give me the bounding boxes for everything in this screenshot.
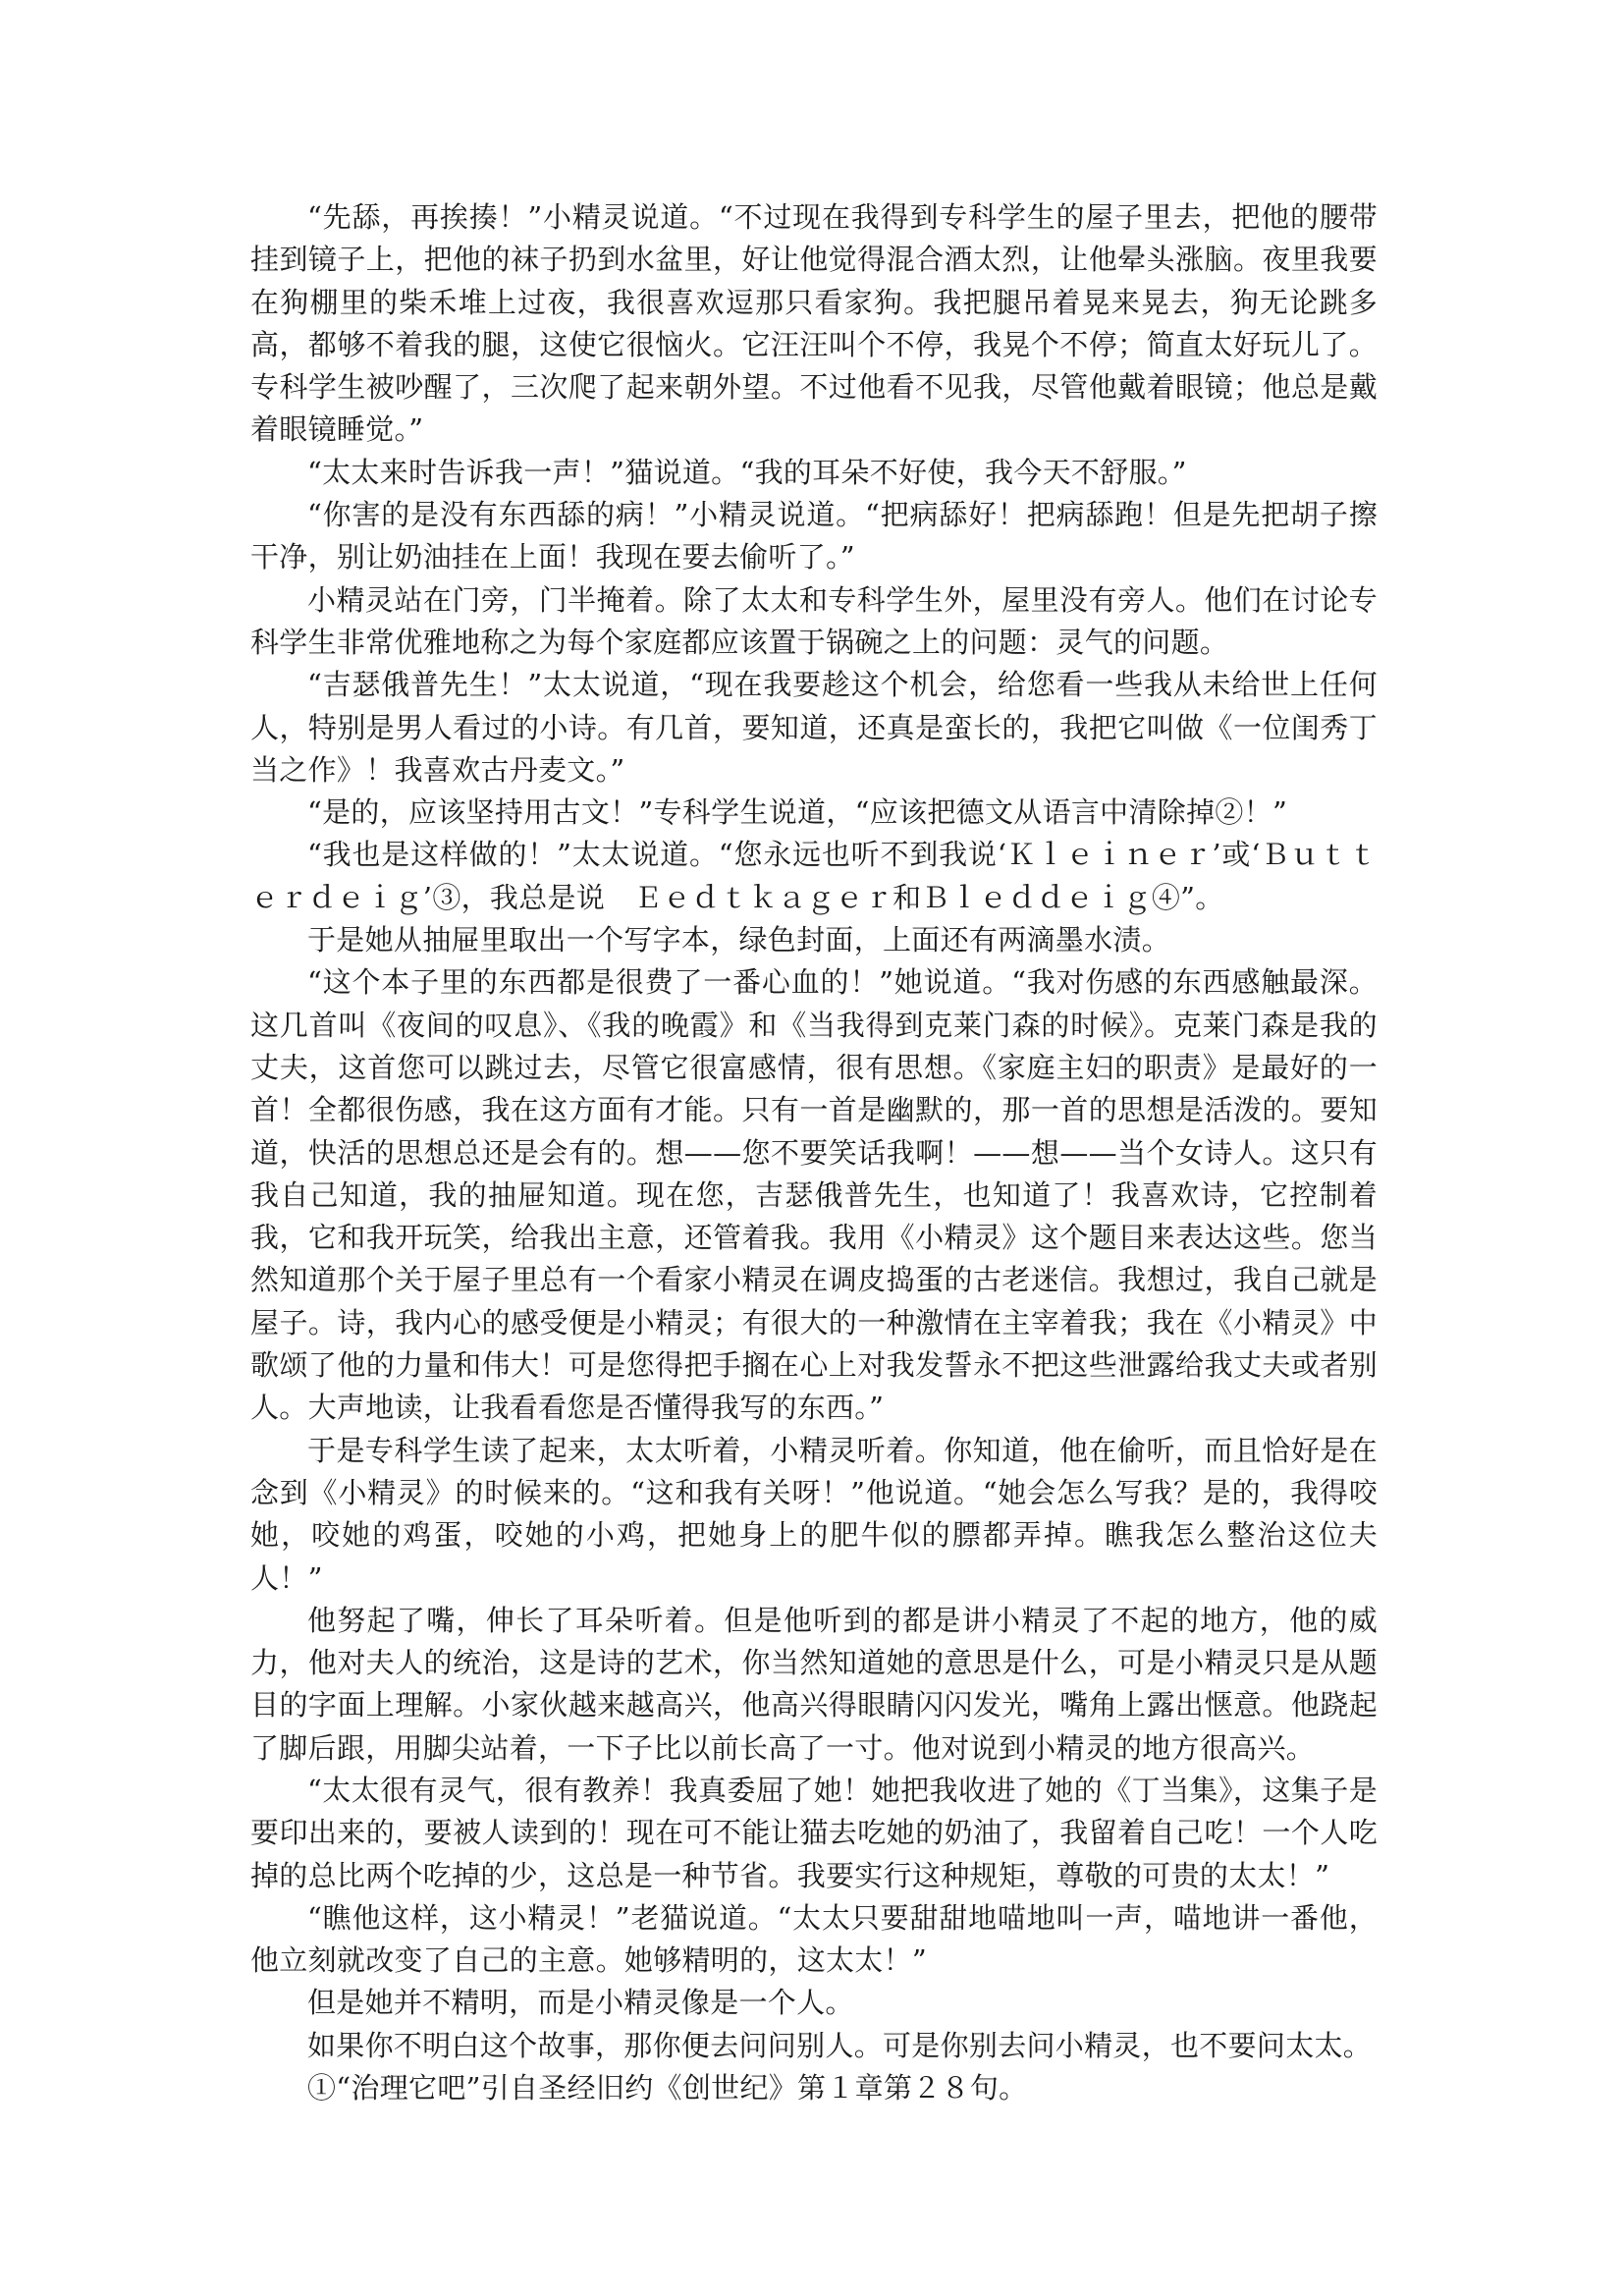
- paragraph: “太太很有灵气，很有教养！我真委屈了她！她把我收进了她的《丁当集》，这集子是要印出来的，要被人读到的！现在可不能让猫去吃她的奶油了，我留着自己吃！一个人吃掉的总比两个吃掉的少，这总是一种节省。我要实行这种规矩，尊敬的可贵的太太！”: [250, 1773, 1378, 1892]
- document-body: [250, 196, 1378, 2109]
- paragraph: “先舔，再挨揍！”小精灵说道。“不过现在我得到专科学生的屋子里去，把他的腰带挂到镜子上，把他的袜子扔到水盆里，好让他觉得混合酒太烈，让他晕头涨脑。夜里我要在狗棚里的柴禾堆上过夜，我很喜欢逗那只看家狗。我把腿吊着晃来晃去，狗无论跳多高，都够不着我的腿，这使它很恼火。它汪汪叫个不停，我晃个不停；简直太好玩儿了。专科学生被吵醒了，三次爬了起来朝外望。不过他看不见我，尽管他戴着眼镜；他总是戴着眼镜睡觉。”: [250, 200, 1378, 447]
- paragraph: 小精灵站在门旁，门半掩着。除了太太和专科学生外，屋里没有旁人。他们在讨论专科学生非常优雅地称之为每个家庭都应该置于锅碗之上的问题：灵气的问题。: [250, 582, 1378, 659]
- paragraph: “瞧他这样，这小精灵！”老猫说道。“太太只要甜甜地喵地叫一声，喵地讲一番他，他立刻就改变了自己的主意。她够精明的，这太太！”: [250, 1900, 1378, 1978]
- paragraph: “太太来时告诉我一声！”猫说道。“我的耳朵不好使，我今天不舒服。”: [307, 455, 1187, 489]
- paragraph: 他努起了嘴，伸长了耳朵听着。但是他听到的都是讲小精灵了不起的地方，他的威力，他对夫人的统治，这是诗的艺术，你当然知道她的意思是什么，可是小精灵只是从题目的字面上理解。小家伙越来越高兴，他高兴得眼睛闪闪发光，嘴角上露出惬意。他跷起了脚后跟，用脚尖站着，一下子比以前长高了一寸。他对说到小精灵的地方很高兴。: [250, 1603, 1378, 1765]
- paragraph: “是的，应该坚持用古文！”专科学生说道，“应该把德文从语言中清除掉②！”: [307, 795, 1288, 830]
- paragraph: “这个本子里的东西都是很费了一番心血的！”她说道。“我对伤感的东西感触最深。这几首叫《夜间的叹息》、《我的晚霞》和《当我得到克莱门森的时候》。克莱门森是我的丈夫，这首您可以跳过去，尽管它很富感情，很有思想。《家庭主妇的职责》是最好的一首！全都很伤感，我在这方面有才能。只有一首是幽默的，那一首的思想是活泼的。要知道，快活的思想总还是会有的。想——您不要笑话我啊！——想——当个女诗人。这只有我自己知道，我的抽屉知道。现在您，吉瑟俄普先生，也知道了！我喜欢诗，它控制着我，它和我开玩笑，给我出主意，还管着我。我用《小精灵》这个题目来表达这些。您当然知道那个关于屋子里总有一个看家小精灵在调皮捣蛋的古老迷信。我想过，我自己就是屋子。诗，我内心的感受便是小精灵；有很大的一种激情在主宰着我；我在《小精灵》中歌颂了他的力量和伟大！可是您得把手搁在心上对我发誓永不把这些泄露给我丈夫或者别人。大声地读，让我看看您是否懂得我写的东西。”: [250, 965, 1378, 1425]
- paragraph: “吉瑟俄普先生！”太太说道，“现在我要趁这个机会，给您看一些我从未给世上任何人，特别是男人看过的小诗。有几首，要知道，还真是蛮长的，我把它叫做《一位闺秀丁当之作》！我喜欢古丹麦文。”: [250, 668, 1378, 787]
- paragraph: 如果你不明白这个故事，那你便去问问别人。可是你别去问小精灵，也不要问太太。: [307, 2028, 1373, 2062]
- paragraph: “我也是这样做的！”太太说道。“您永远也听不到我说‘Ｋｌｅｉｎｅｒ’或‘Ｂｕｔｔｅｒｄｅｉｇ’③，我总是说 Ｅｅｄｔｋａｇｅｒ和Ｂｌｅｄｄｅｉｇ④”。: [250, 838, 1378, 914]
- paragraph: 但是她并不精明，而是小精灵像是一个人。: [307, 1986, 854, 2020]
- paragraph: “你害的是没有东西舔的病！”小精灵说道。“把病舔好！把病舔跑！但是先把胡子擦干净，别让奶油挂在上面！我现在要去偷听了。”: [250, 498, 1378, 574]
- paragraph: 于是专科学生读了起来，太太听着，小精灵听着。你知道，他在偷听，而且恰好是在念到《小精灵》的时候来的。“这和我有关呀！”他说道。“她会怎么写我？是的，我得咬她，咬她的鸡蛋，咬她的小鸡，把她身上的肥牛似的膘都弄掉。瞧我怎么整治这位夫人！”: [250, 1433, 1378, 1595]
- footnote: ①“治理它吧”引自圣经旧约《创世纪》第１章第２８句。: [307, 2071, 1028, 2105]
- paragraph: 于是她从抽屉里取出一个写字本，绿色封面，上面还有两滴墨水渍。: [307, 923, 1171, 957]
